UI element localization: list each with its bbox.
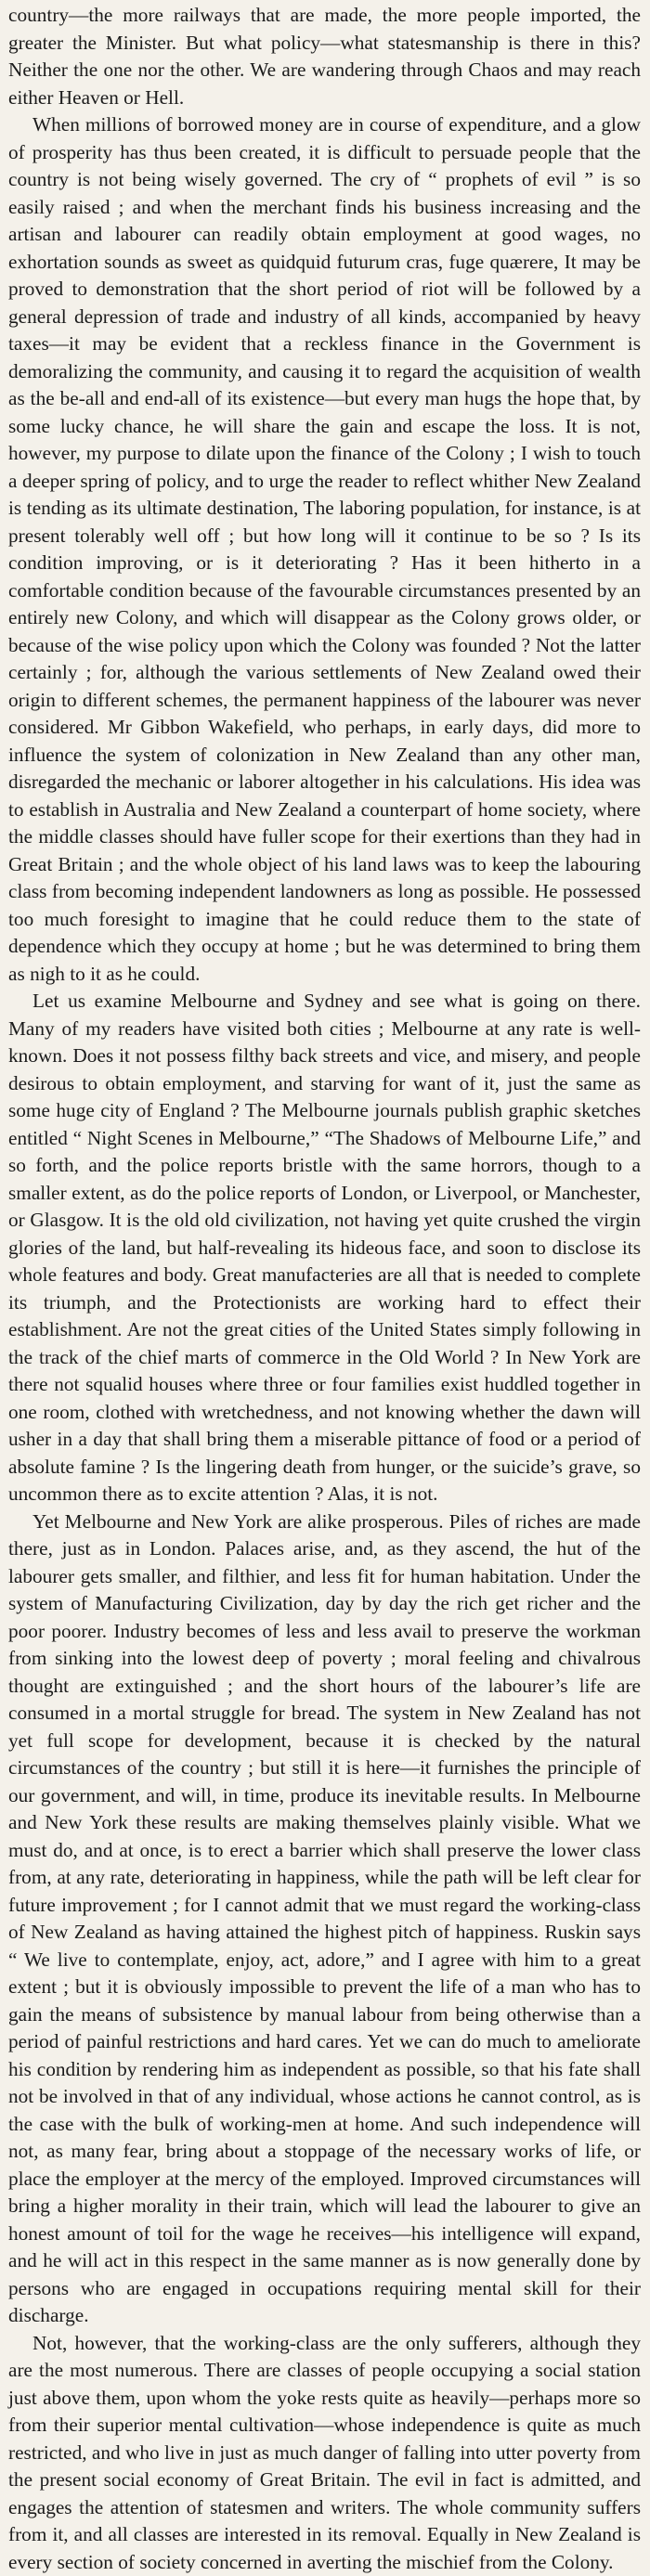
article-paragraph-1: country—the more railways that are made, the more people imported, the greater the Minister. But what policy—what statesmanship is there in this? Neither the one nor the other. We are wandering through Chaos and may reach either Heaven or Hell. xyxy=(8,2,641,111)
article-paragraph-2: When millions of borrowed money are in course of expenditure, and a glow of prosperity has thus been created, it is difficult to persuade people that the country is not being wisely governed. The cry of “ prophets of evil ” is so easily raised ; and when the merchant finds his business increasing and the artisan and labourer can readily obtain employment at good wages, no exhortation sounds as sweet as quidquid futurum cras, fuge quærere, It may be proved to demonstration that the short period of riot will be followed by a general depression of trade and industry of all kinds, accompanied by heavy taxes—it may be evident that a reckless finance in the Government is demoralizing the community, and causing it to regard the acquisition of wealth as the be-all and end-all of its existence—but every man hugs the hope that, by some lucky chance, he will share the gain and escape the loss. It is not, however, my purpose to dilate upon the finance of the Colony ; I wish to touch a deeper spring of policy, and to urge the reader to reflect whither New Zealand is tending as its ultimate destination, The laboring population, for instance, is at present tolerably well off ; but how long will it continue to be so ? Is its condition improving, or is it deteriorating ? Has it been hitherto in a comfortable condition because of the favourable circumstances presented by an entirely new Colony, and which will disappear as the Colony grows older, or because of the wise policy upon which the Colony was founded ? Not the latter certainly ; for, although the various settlements of New Zealand owed their origin to different schemes, the permanent happiness of the labourer was never considered. Mr Gibbon Wakefield, who perhaps, in early days, did more to influence the system of colonization in New Zealand than any other man, disregarded the mechanic or laborer altogether in his calculations. His idea was to establish in Australia and New Zealand a counterpart of home society, where the middle classes should have fuller scope for their exertions than they had in Great Britain ; and the whole object of his land laws was to keep the labouring class from becoming independent landowners as long as possible. He possessed too much foresight to imagine that he could reduce them to the state of dependence which they occupy at home ; but he was determined to bring them as nigh to it as he could. xyxy=(8,111,641,988)
article-paragraph-3: Let us examine Melbourne and Sydney and see what is going on there. Many of my readers have visited both cities ; Melbourne at any rate is well-known. Does it not possess filthy back streets and vice, and misery, and people desirous to obtain employment, and starving for want of it, just the same as some huge city of England ? The Melbourne journals publish graphic sketches entitled “ Night Scenes in Melbourne,” “The Shadows of Melbourne Life,” and so forth, and the police reports bristle with the same horrors, though to a smaller extent, as do the police reports of London, or Liverpool, or Manchester, or Glasgow. It is the old old civilization, not having yet quite crushed the virgin glories of the land, but half-revealing its hideous face, and soon to disclose its whole features and body. Great manufacteries are all that is needed to complete its triumph, and the Protectionists are working hard to effect their establishment. Are not the great cities of the United States simply following in the track of the chief marts of commerce in the Old World ? In New York are there not squalid houses where three or four families exist huddled together in one room, clothed with wretchedness, and not knowing whether the dawn will usher in a day that shall bring them a miserable pittance of food or a period of absolute famine ? Is the lingering death from hunger, or the suicide’s grave, so uncommon there as to excite attention ? Alas, it is not. xyxy=(8,988,641,1508)
article-paragraph-4: Yet Melbourne and New York are alike prosperous. Piles of riches are made there, just as in London. Palaces arise, and, as they ascend, the hut of the labourer gets smaller, and filthier, and less fit for human habitation. Under the system of Manufacturing Civilization, day by day the rich get richer and the poor poorer. Industry becomes of less and less avail to preserve the workman from sinking into the lowest deep of poverty ; moral feeling and chivalrous thought are extinguished ; and the short hours of the labourer’s life are consumed in a mortal struggle for bread. The system in New Zealand has not yet full scope for development, because it is checked by the natural circumstances of the country ; but still it is here—it furnishes the principle of our government, and will, in time, produce its inevitable results. In Melbourne and New York these results are making themselves plainly visible. What we must do, and at once, is to erect a barrier which shall preserve the lower class from, at any rate, deteriorating in happiness, while the path will be left clear for future improvement ; for I cannot admit that we must regard the working-class of New Zealand as having attained the highest pitch of happiness. Ruskin says “ We live to contemplate, enjoy, act, adore,” and I agree with him to a great extent ; but it is obviously impossible to prevent the life of a man who has to gain the means of subsistence by manual labour from being otherwise than a period of painful restrictions and hard cares. Yet we can do much to ameliorate his condition by rendering him as independent as possible, so that his fate shall not be involved in that of any individual, whose actions he cannot control, as is the case with the bulk of working-men at home. And such independence will not, as many fear, bring about a stoppage of the necessary works of life, or place the employer at the mercy of the employed. Improved circumstances will bring a higher morality in their train, which will lead the labourer to give an honest amount of toil for the wage he receives—his intelligence will expand, and he will act in this respect in the same manner as is now generally done by persons who are engaged in occupations requiring mental skill for their discharge. xyxy=(8,1508,641,2330)
article-paragraph-5: Not, however, that the working-class are the only sufferers, although they are the most numerous. There are classes of people occupying a social station just above them, upon whom the yoke rests quite as heavily—perhaps more so from their superior mental cultivation—whose independence is quite as much restricted, and who live in just as much danger of falling into utter poverty from the present social economy of Great Britain. The evil in fact is admitted, and engages the attention of statesmen and writers. The whole community suffers from it, and all classes are interested in its removal. Equally in New Zealand is every section of society concerned in averting the mischief from the Colony. xyxy=(8,2330,641,2576)
